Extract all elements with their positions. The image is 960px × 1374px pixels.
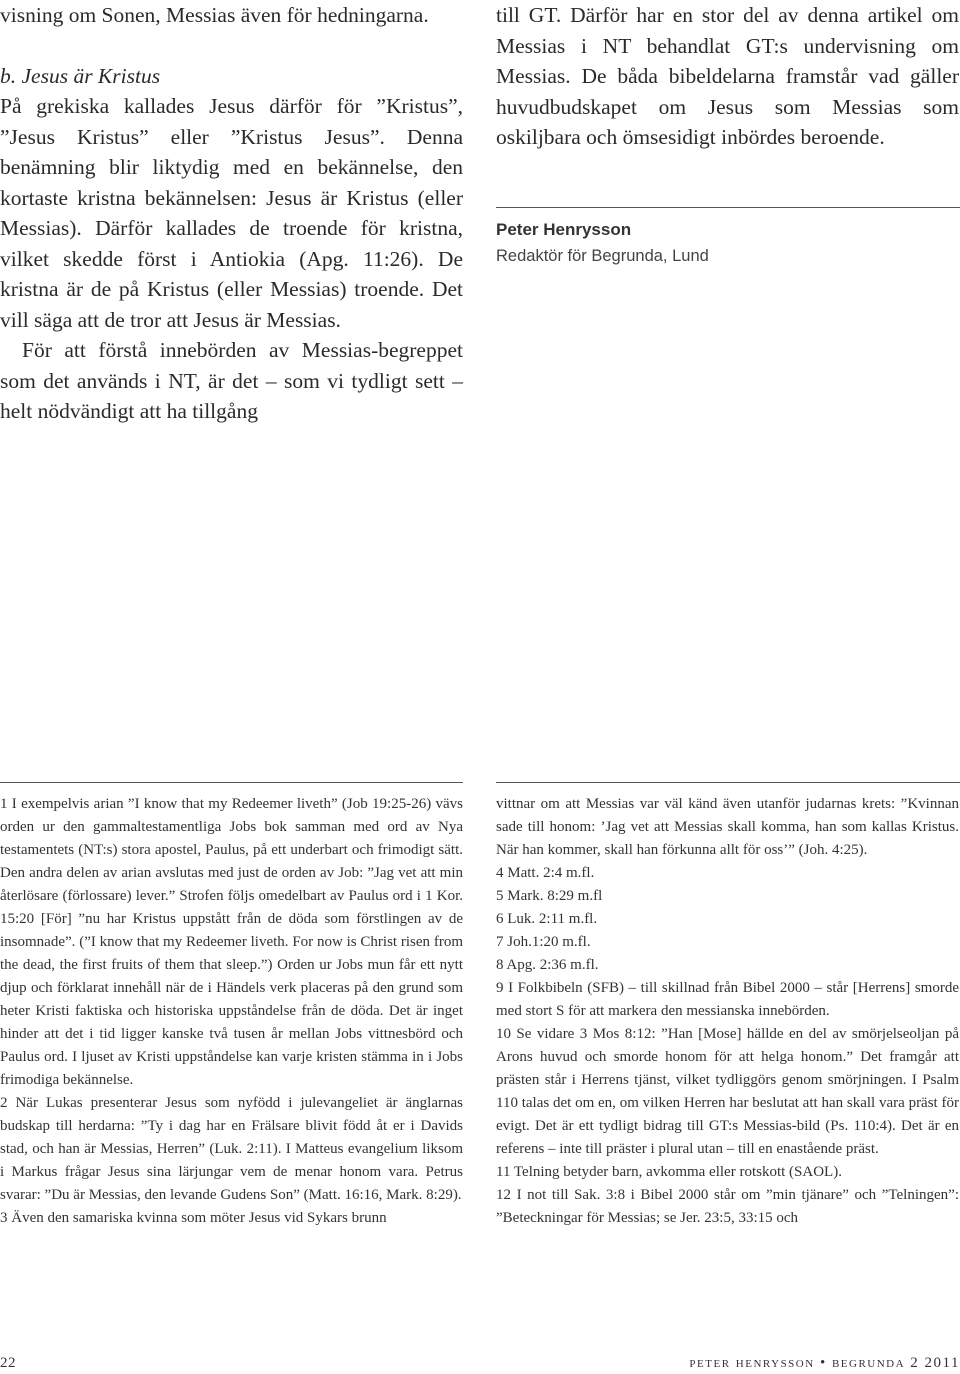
author-role: Redaktör för Begrunda, Lund [496, 247, 709, 265]
footnote: 8 Apg. 2:36 m.fl. [496, 957, 599, 973]
footnotes-divider-left [0, 782, 463, 783]
section-subheading: b. Jesus är Kristus [0, 63, 161, 88]
footnote: 5 Mark. 8:29 m.fl [496, 888, 603, 904]
footnotes-column-right [496, 793, 959, 1230]
footnote: 1 I exempelvis arian ”I know that my Redeemer liveth” (Job 19:25-26) vävs orden ur den gammaltestamentliga Jobs bok samman med ord av Nya testamentets (NT:s) stora apostel, Paulus, på ett underbart och frimodigt sätt. Den andra delen av arian avslutas med just de orden av Job: ”Jag vet att min återlösare (förlossare) lever.” Strofen följs omedelbart av Paulus ord i 1 Kor. 15:20 [För] ”nu har Kristus uppstått från de döda som förstlingen av de insomnade”. (”I know that my Redeemer liveth. For now is Christ risen from the dead, the first fruits of them that sleep.”) Orden ur Jobs mun får ett nytt djup och förklarat innehåll när de i Händels verk placeras på den grund som heter Kristi faktiska och historiska uppståndelse från de döda. Det är inget hinder att det i tid ligger kanske två tusen år mellan Jobs vittnesbörd och Paulus ord. I ljuset av Kristi uppståndelse kan varje kristen stämma in i Jobs frimodiga bekännelse. [0, 796, 463, 1088]
author-name: Peter Henrysson [496, 220, 632, 239]
footnote: vittnar om att Messias var väl känd även utanför judarnas krets: ”Kvinnan sade till honom: ’Jag vet att Messias skall komma, han som kallas Kristus. När han kommer, skall han förkunna allt för oss’” (Joh. 4:25). [496, 796, 959, 858]
footnote: 3 Även den samariska kvinna som möter Jesus vid Sykars brunn [0, 1210, 387, 1226]
footnote: 10 Se vidare 3 Mos 8:12: ”Han [Mose] hällde en del av smörjelseoljan på Arons huvud och smorde honom för att helga honom.” Det framgår att prästen står i Herrens tjänst, vilket tydliggörs genom smörjningen. I Psalm 110 talas det om en, om vilken Herren har beslutat att han skall vara präst för evigt. Det är ett tydligt bidrag till GT:s Messias-bild (Ps. 110:4). Det är en referens – inte till präster i plural utan – till en enastående präst. [496, 1026, 959, 1157]
footnote: 2 När Lukas presenterar Jesus som nyfödd i julevangeliet är änglarnas budskap till herdarna: ”Ty i dag har en Frälsare blivit född åt er i Davids stad, och han är Messias, Herren” (Luk. 2:11). I Matteus evangelium liksom i Markus frågar Jesus sina lärjungar vem de menar honom vara. Petrus svarar: ”Du är Messias, den levande Gudens Son” (Matt. 16:16, Mark. 8:29). [0, 1095, 463, 1203]
paragraph: till GT. Därför har en stor del av denna artikel om Messias i NT behandlat GT:s undervisning om Messias. De båda bibeldelarna framstår vad gäller huvudbudskapet om Jesus som Messias som oskiljbara och ömsesidigt inbördes beroende. [496, 3, 959, 149]
footnote: 11 Telning betyder barn, avkomma eller rotskott (SAOL). [496, 1164, 842, 1180]
footnotes-column-left [0, 793, 463, 1230]
paragraph: För att förstå innebörden av Messias-begreppet som det används i NT, är det – som vi tydligt sett – helt nödvändigt att ha tillgång [0, 338, 463, 423]
spacer [0, 31, 463, 61]
footnote: 4 Matt. 2:4 m.fl. [496, 865, 595, 881]
main-column-right [496, 0, 959, 153]
main-column-left [0, 0, 463, 427]
footnotes-divider-right [496, 782, 960, 783]
footnote: 7 Joh.1:20 m.fl. [496, 934, 591, 950]
running-footer: peter henrysson • begrunda 2 2011 [689, 1355, 960, 1371]
page-number: 22 [0, 1355, 16, 1371]
paragraph-intro: visning om Sonen, Messias även för hedningarna. [0, 3, 429, 27]
author-divider [496, 207, 960, 208]
paragraph: På grekiska kallades Jesus därför för ”Kristus”, ”Jesus Kristus” eller ”Kristus Jesus”. Denna benämning blir liktydig med en bekännelse, den kortaste kristna bekännelsen: Jesus är Kristus (eller Messias). Därför kallades de troende för kristna, vilket skedde först i Antiokia (Apg. 11:26). De kristna är de på Kristus (eller Messias) troende. Det vill säga att de tror att Jesus är Messias. [0, 94, 463, 332]
footnote: 9 I Folkbibeln (SFB) – till skillnad från Bibel 2000 – står [Herrens] smorde med stort S för att markera den messianska innebörden. [496, 980, 959, 1019]
footnote: 6 Luk. 2:11 m.fl. [496, 911, 598, 927]
footnote: 12 I not till Sak. 3:8 i Bibel 2000 står om ”min tjänare” och ”Telningen”: ”Beteckningar för Messias; se Jer. 23:5, 33:15 och [496, 1187, 959, 1226]
